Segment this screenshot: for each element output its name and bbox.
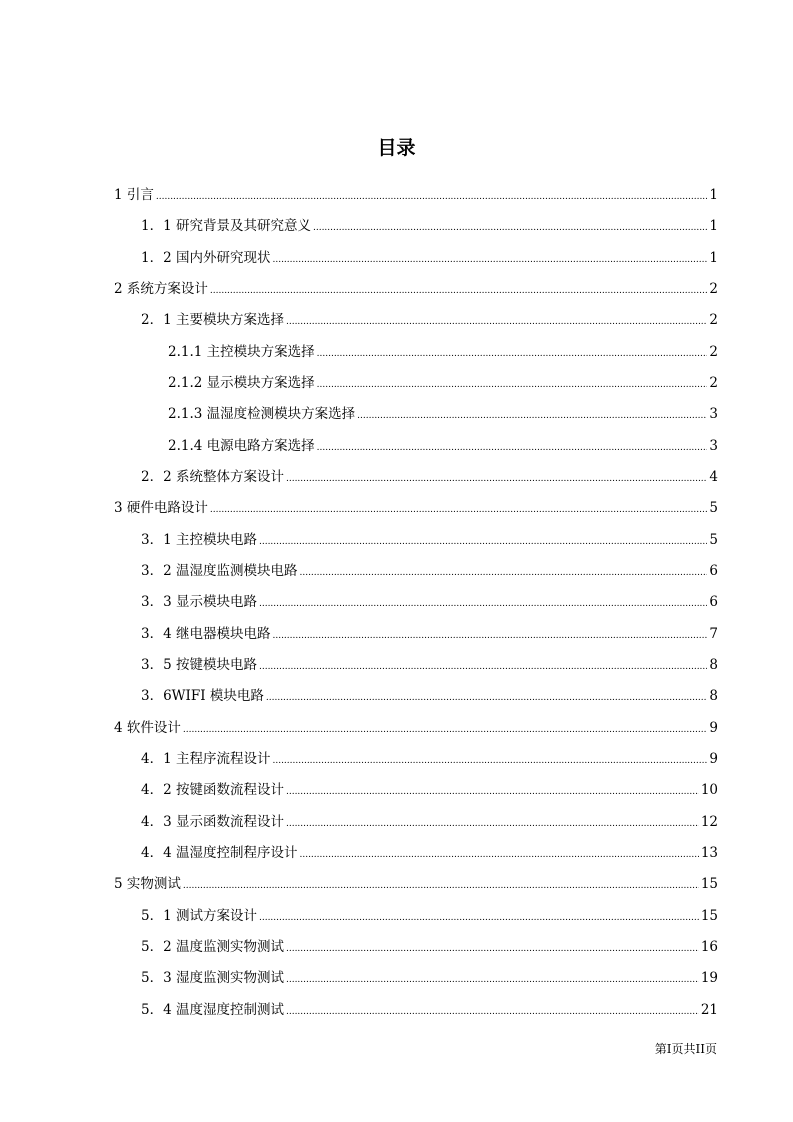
- toc-entry-label: 3．2 温湿度监测模块电路: [141, 562, 298, 579]
- toc-dot-leader: [286, 809, 699, 840]
- toc-entry-page-number: 2: [709, 374, 718, 391]
- toc-entry-page-number: 15: [700, 907, 718, 924]
- toc-entry-label: 2.1.1 主控模块方案选择: [168, 343, 315, 360]
- toc-dot-leader: [286, 965, 699, 996]
- toc-entry-label: 2 系统方案设计: [114, 280, 208, 297]
- toc-entry-page-number: 13: [700, 844, 718, 861]
- toc-entry[interactable]: [114, 462, 718, 493]
- toc-dot-leader: [286, 934, 699, 965]
- toc-dot-leader: [317, 433, 708, 464]
- toc-entry-page-number: 16: [700, 938, 718, 955]
- toc-entry[interactable]: [114, 587, 718, 618]
- table-of-contents: [114, 180, 718, 1026]
- toc-entry-page-number: 19: [700, 970, 718, 987]
- toc-entry[interactable]: [114, 775, 718, 806]
- toc-entry-page-number: 12: [700, 813, 718, 830]
- toc-entry-label: 3．1 主控模块电路: [141, 531, 257, 548]
- toc-entry-page-number: 10: [700, 782, 718, 799]
- toc-entry-label: 3．3 显示模块电路: [141, 594, 257, 611]
- toc-entry-page-number: 2: [709, 312, 718, 329]
- toc-entry-label: 5．3 湿度监测实物测试: [141, 970, 284, 987]
- toc-entry-label: 2．2 系统整体方案设计: [141, 468, 284, 485]
- toc-entry-page-number: 21: [700, 1001, 718, 1018]
- toc-entry[interactable]: [114, 713, 718, 744]
- toc-entry[interactable]: [114, 211, 718, 242]
- toc-entry[interactable]: [114, 838, 718, 869]
- toc-entry-page-number: 7: [709, 625, 718, 642]
- toc-entry-label: 4．1 主程序流程设计: [141, 750, 271, 767]
- toc-entry-label: 4．2 按键函数流程设计: [141, 782, 284, 799]
- toc-entry-label: 5．4 温度湿度控制测试: [141, 1001, 284, 1018]
- toc-entry[interactable]: [114, 650, 718, 681]
- toc-title: 目录: [377, 137, 416, 159]
- toc-entry-page-number: 5: [709, 531, 718, 548]
- toc-entry[interactable]: [114, 807, 718, 838]
- toc-entry-label: 1．2 国内外研究现状: [141, 249, 271, 266]
- toc-entry[interactable]: [114, 305, 718, 336]
- toc-dot-leader: [259, 652, 707, 683]
- toc-entry[interactable]: [114, 431, 718, 462]
- toc-entry-page-number: 1: [709, 187, 718, 203]
- toc-entry-page-number: 3: [709, 406, 718, 423]
- toc-dot-leader: [259, 527, 707, 558]
- toc-entry-label: 4．4 温湿度控制程序设计: [141, 844, 298, 861]
- toc-entry-label: 3 硬件电路设计: [114, 500, 208, 517]
- toc-entry-label: 3．5 按键模块电路: [141, 656, 257, 673]
- toc-dot-leader: [286, 464, 707, 495]
- toc-entry-label: 5．2 温度监测实物测试: [141, 938, 284, 955]
- toc-entry[interactable]: [114, 932, 718, 963]
- toc-dot-leader: [299, 840, 698, 871]
- toc-dot-leader: [286, 997, 699, 1028]
- toc-entry-page-number: 15: [700, 876, 718, 893]
- toc-entry[interactable]: [114, 619, 718, 650]
- toc-entry-page-number: 9: [709, 719, 718, 736]
- toc-entry-label: 2.1.3 温湿度检测模块方案选择: [168, 406, 356, 423]
- toc-entry[interactable]: [114, 995, 718, 1026]
- toc-entry-label: 4．3 显示函数流程设计: [141, 813, 284, 830]
- toc-entry[interactable]: [114, 337, 718, 368]
- toc-entry-page-number: 1: [709, 249, 718, 266]
- toc-entry[interactable]: [114, 274, 718, 305]
- toc-entry-page-number: 6: [709, 594, 718, 611]
- toc-entry[interactable]: [114, 901, 718, 932]
- toc-entry-label: 1 引言: [114, 187, 154, 203]
- toc-entry-page-number: 4: [709, 468, 718, 485]
- toc-entry-label: 2．1 主要模块方案选择: [141, 312, 284, 329]
- toc-dot-leader: [183, 715, 708, 746]
- toc-entry-label: 3．4 继电器模块电路: [141, 625, 271, 642]
- toc-dot-leader: [317, 370, 708, 401]
- toc-entry-label: 1．1 研究背景及其研究意义: [141, 218, 311, 235]
- toc-entry[interactable]: [114, 963, 718, 994]
- toc-dot-leader: [357, 401, 707, 432]
- toc-entry-label: 5 实物测试: [114, 876, 181, 893]
- toc-dot-leader: [286, 307, 707, 338]
- toc-entry-label: 4 软件设计: [114, 719, 181, 736]
- toc-dot-leader: [272, 746, 707, 777]
- toc-dot-leader: [299, 558, 707, 589]
- toc-entry-page-number: 1: [709, 218, 718, 235]
- toc-entry[interactable]: [114, 399, 718, 430]
- toc-entry[interactable]: [114, 525, 718, 556]
- toc-entry-label: 3．6WIFI 模块电路: [141, 688, 264, 705]
- toc-dot-leader: [313, 213, 707, 244]
- toc-entry-page-number: 9: [709, 750, 718, 767]
- toc-entry-page-number: 8: [709, 656, 718, 673]
- toc-entry-page-number: 2: [709, 280, 718, 297]
- toc-dot-leader: [266, 683, 708, 714]
- toc-entry-page-number: 2: [709, 343, 718, 360]
- toc-entry[interactable]: [114, 744, 718, 775]
- toc-entry-label: 2.1.2 显示模块方案选择: [168, 374, 315, 391]
- toc-entry[interactable]: [114, 368, 718, 399]
- toc-entry[interactable]: [114, 681, 718, 712]
- toc-dot-leader: [317, 339, 708, 370]
- toc-entry-label: 5．1 测试方案设计: [141, 907, 257, 924]
- page-footer: 第I页共II页: [654, 1042, 717, 1056]
- toc-entry-page-number: 3: [709, 437, 718, 454]
- toc-dot-leader: [286, 777, 699, 808]
- toc-dot-leader: [259, 903, 699, 934]
- toc-entry-page-number: 5: [709, 500, 718, 517]
- toc-entry-page-number: 6: [709, 562, 718, 579]
- toc-dot-leader: [210, 276, 708, 307]
- toc-entry[interactable]: [114, 243, 718, 274]
- toc-entry-label: 2.1.4 电源电路方案选择: [168, 437, 315, 454]
- toc-entry[interactable]: [114, 493, 718, 524]
- toc-dot-leader: [272, 621, 707, 652]
- toc-dot-leader: [210, 495, 708, 526]
- toc-entry[interactable]: [114, 869, 718, 900]
- toc-entry[interactable]: [114, 180, 718, 211]
- toc-dot-leader: [183, 871, 699, 902]
- toc-dot-leader: [259, 589, 707, 620]
- toc-dot-leader: [272, 245, 707, 276]
- toc-entry[interactable]: [114, 556, 718, 587]
- toc-entry-page-number: 8: [709, 688, 718, 705]
- toc-dot-leader: [156, 182, 708, 213]
